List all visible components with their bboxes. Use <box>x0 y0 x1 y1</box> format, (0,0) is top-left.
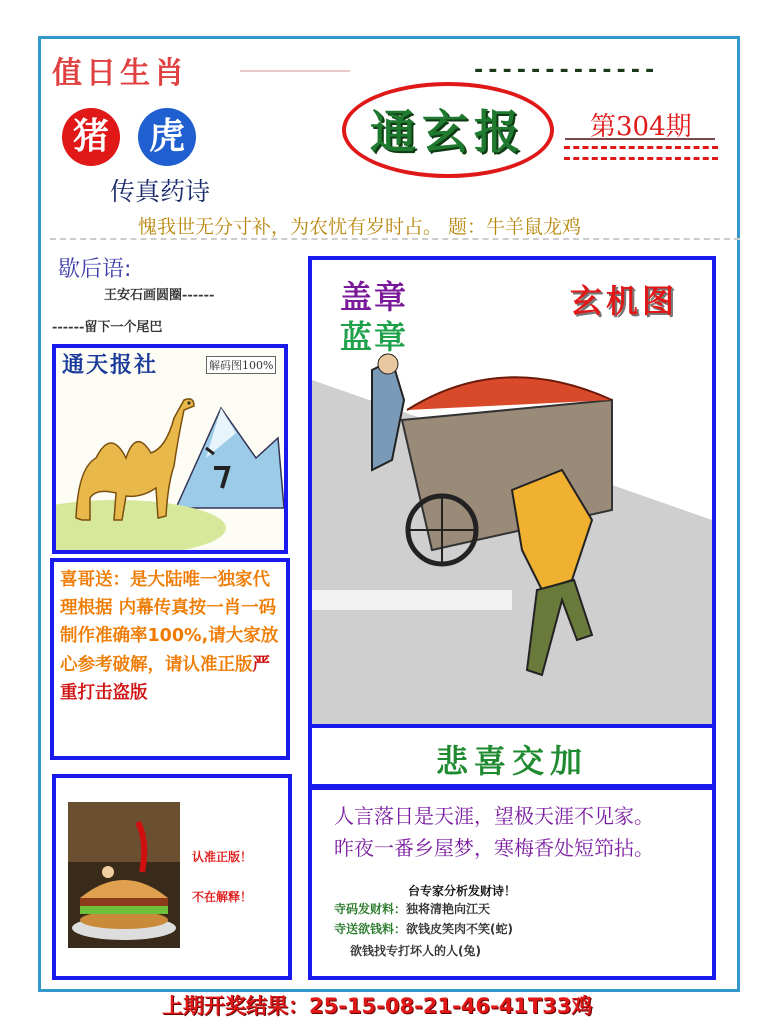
tip-text <box>60 566 280 707</box>
fortune-line-b <box>334 920 513 937</box>
header-dashes: ------------- <box>472 58 658 83</box>
verse-line-2: 昨夜一番乡屋梦，寒梅香处短笻拈。 <box>334 836 654 860</box>
poem-rule <box>50 238 740 240</box>
fortune-line-c: 欲钱找专打坏人的人(兔) <box>350 944 481 958</box>
verse-line-1: 人言落日是天涯，望极天涯不见家。 <box>334 804 654 828</box>
mystery-figure-title: 玄机图 <box>570 282 679 320</box>
last-draw-results: 上期开奖结果：25-15-08-21-46-41T33鸡 <box>162 994 593 1018</box>
decode-badge: 解码图100% <box>206 356 276 374</box>
xiehouyu-line-2: ------留下一个尾巴 <box>52 320 163 335</box>
fortune-line-b-label: 寺送欲钱料： <box>334 922 407 936</box>
authentic-note-2: 不在解释！ <box>192 890 253 904</box>
seal-green: 蓝章 <box>340 318 409 356</box>
tongtian-title: 通天报社 <box>62 352 159 378</box>
fortune-line-b-value: 欲钱皮笑肉不笑(蛇) <box>406 922 513 936</box>
tip-body: 喜哥送：是大陆唯一独家代理根据 内幕传真按一肖一码制作准确率100%,请大家放心参考破解，请认准正版 <box>60 570 279 675</box>
seal-purple: 盖章 <box>340 278 409 316</box>
figure-caption-box <box>308 724 716 788</box>
expert-title: 台专家分析发财诗！ <box>408 884 517 898</box>
tip-box <box>50 558 290 760</box>
figure-caption: 悲喜交加 <box>435 742 588 780</box>
burger-picture-box <box>52 774 292 980</box>
tongtian-picture-box <box>52 344 288 554</box>
fortune-line-a <box>334 900 490 917</box>
fax-poem-title: 传真药诗 <box>110 177 211 206</box>
xiehouyu-title: 歇后语: <box>58 257 132 282</box>
newspaper-logo: 通玄报 <box>370 105 526 159</box>
verse-box <box>308 786 716 980</box>
poem-line: 愧我世无分寸补，为农忧有岁时占。 题：牛羊鼠龙鸡 <box>138 216 582 238</box>
burger-illustration <box>68 802 180 948</box>
mystery-figure-box <box>308 256 716 728</box>
zodiac-tiger-badge: 虎 <box>138 108 196 166</box>
duty-zodiac-label: 值日生肖 <box>52 56 188 91</box>
fortune-line-a-value: 独将清艳向江天 <box>406 902 491 916</box>
issue-double-rule <box>564 146 718 160</box>
header-rule <box>240 70 350 72</box>
issue-number: 第304期 <box>590 112 692 142</box>
xiehouyu-line-1: 王安石画圆圈------ <box>104 288 215 303</box>
fortune-line-a-label: 寺码发财料： <box>334 902 407 916</box>
issue-underline <box>565 138 715 140</box>
zodiac-pig-badge: 猪 <box>62 108 120 166</box>
authentic-note-1: 认准正版！ <box>192 850 253 864</box>
anti-piracy-highlight: 严重打击盗版 <box>60 654 270 703</box>
